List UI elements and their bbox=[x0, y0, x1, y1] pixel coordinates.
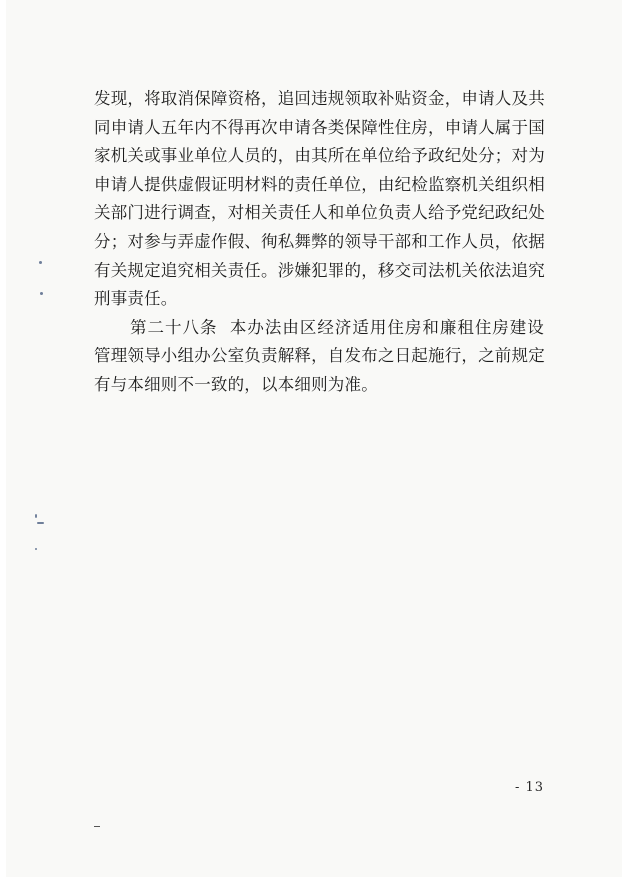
paragraph-1 bbox=[94, 85, 544, 314]
text-line: 第二十八条 本办法由区经济适用住房和廉租住房建设 bbox=[130, 317, 544, 337]
paragraph-2-article-28 bbox=[94, 314, 544, 400]
text-line: 刑事责任。 bbox=[94, 289, 178, 309]
scan-speck bbox=[37, 522, 44, 524]
text-line: 同申请人五年内不得再次申请各类保障性住房，申请人属于国 bbox=[94, 117, 545, 137]
scan-speck bbox=[40, 292, 43, 295]
text-line: 分；对参与弄虚作假、徇私舞弊的领导干部和工作人员，依据 bbox=[94, 231, 545, 251]
text-line: 发现，将取消保障资格，追回违规领取补贴资金，申请人及共 bbox=[94, 89, 545, 108]
text-line: 有与本细则不一致的，以本细则为准。 bbox=[94, 374, 378, 394]
page-number: - 13 bbox=[515, 780, 545, 795]
text-line: 管理领导小组办公室负责解释，自发布之日起施行，之前规定 bbox=[94, 346, 545, 366]
scan-speck bbox=[35, 548, 37, 550]
text-line: 家机关或事业单位人员的，由其所在单位给予政纪处分；对为 bbox=[94, 146, 545, 166]
body-text bbox=[94, 85, 544, 400]
scan-speck bbox=[35, 514, 37, 518]
text-line: 关部门进行调查，对相关责任人和单位负责人给予党纪政纪处 bbox=[94, 203, 545, 223]
text-line: 有关规定追究相关责任。涉嫌犯罪的，移交司法机关依法追究 bbox=[94, 260, 545, 280]
scan-speck bbox=[39, 261, 42, 264]
footer-mark bbox=[94, 826, 100, 827]
text-line: 申请人提供虚假证明材料的责任单位，由纪检监察机关组织相 bbox=[94, 174, 545, 194]
